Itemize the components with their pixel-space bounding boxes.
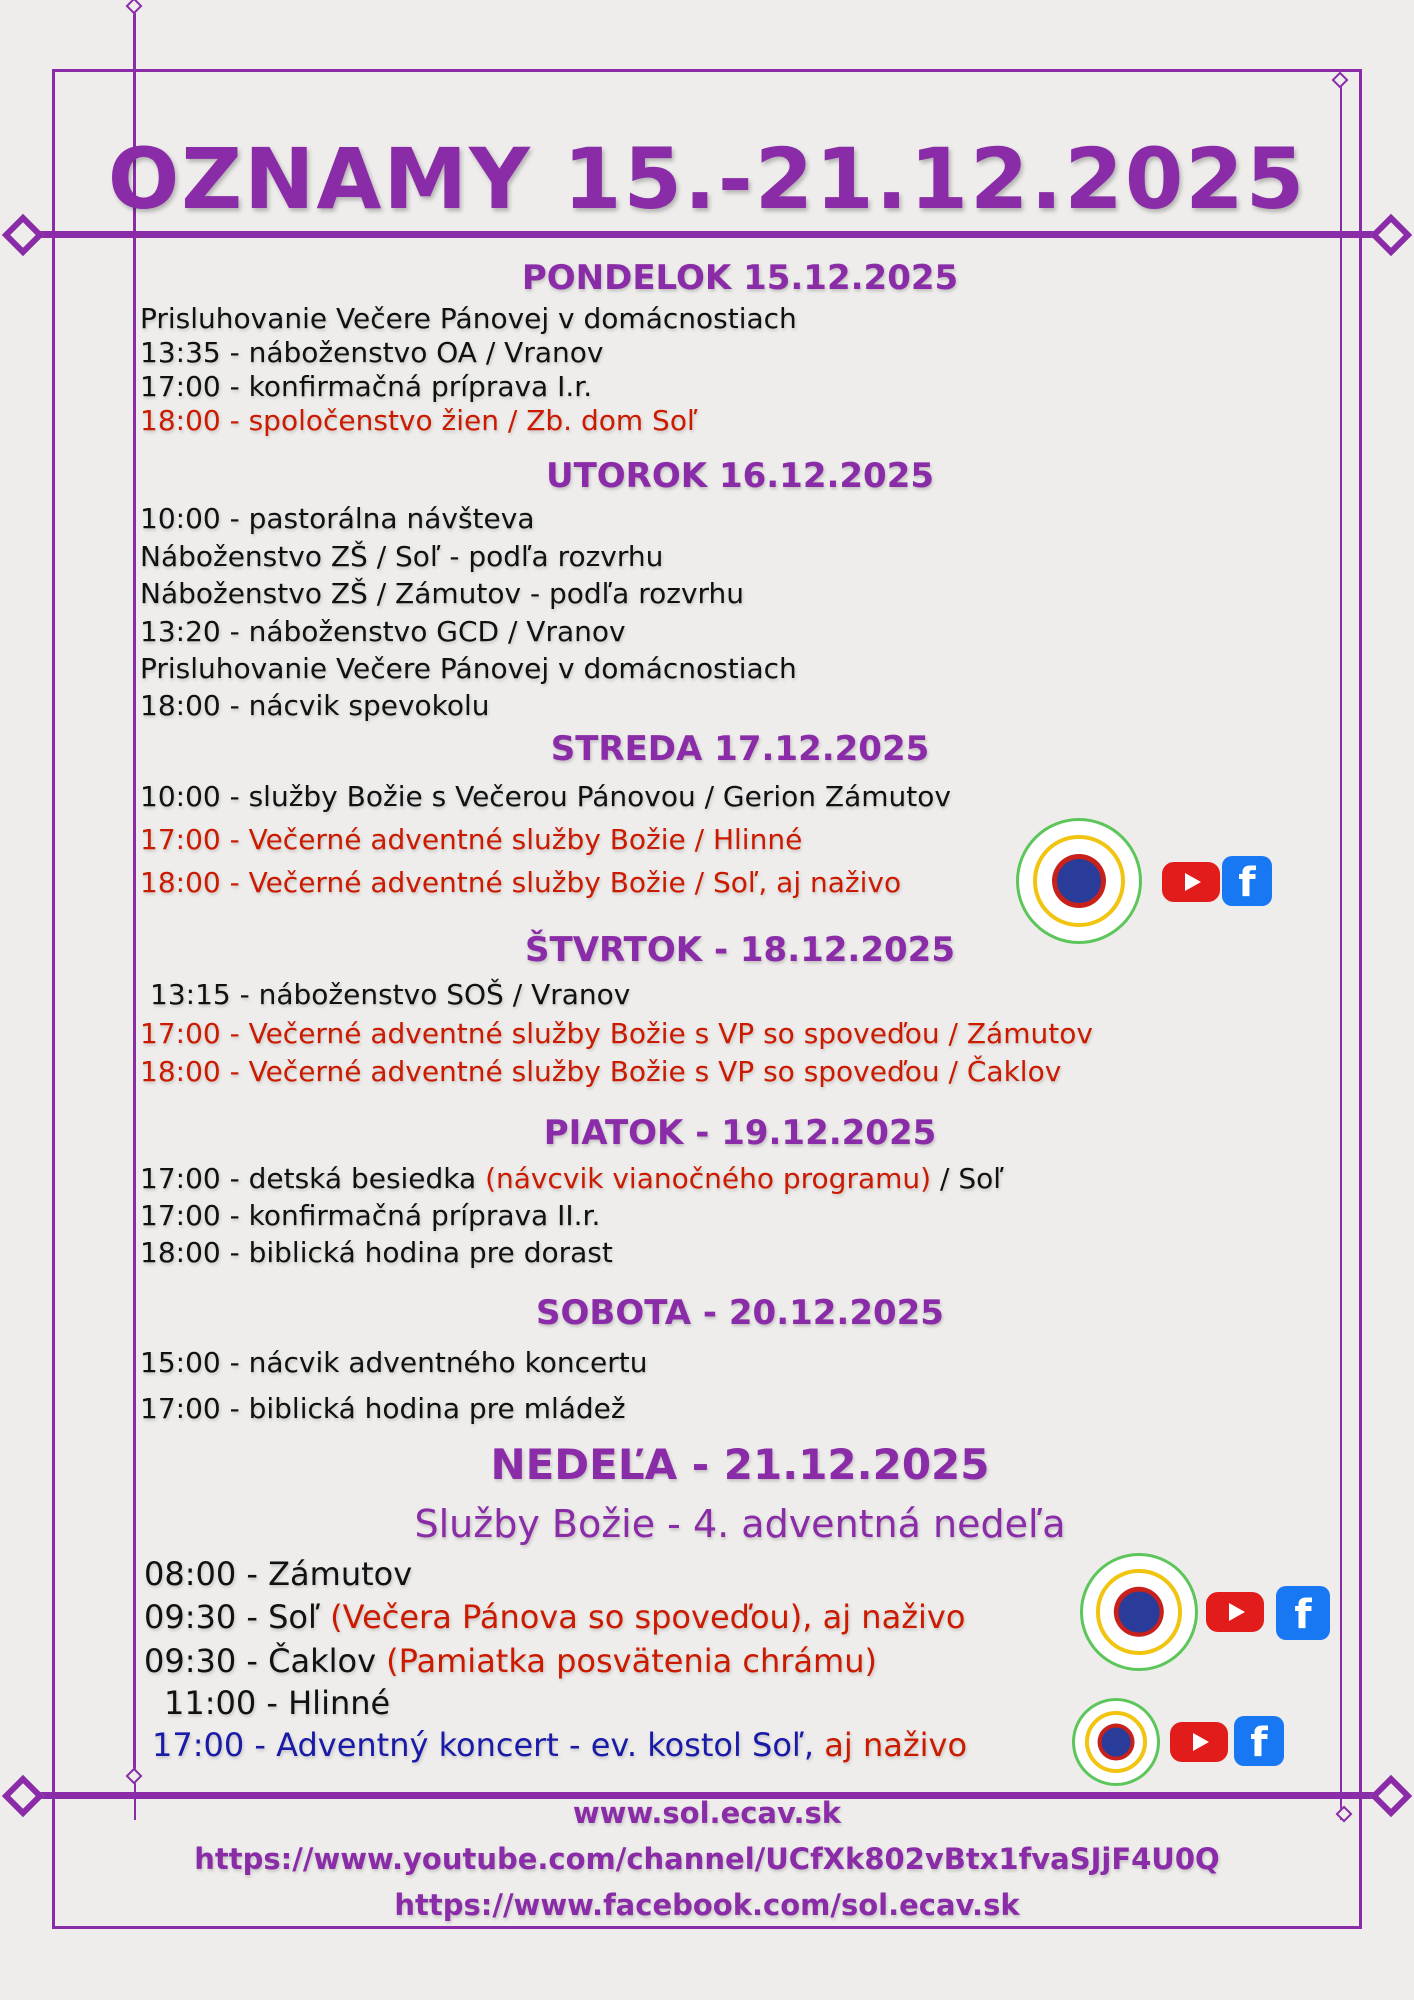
saturday-item: 15:00 - nácvik adventného koncertu bbox=[140, 1346, 648, 1379]
church-logo-icon bbox=[1072, 1698, 1160, 1786]
sunday-item: 11:00 - Hlinné bbox=[164, 1684, 391, 1722]
thursday-item: 17:00 - Večerné adventné služby Božie s VP so spoveďou / Zámutov bbox=[140, 1017, 1093, 1050]
tuesday-item: 13:20 - náboženstvo GCD / Vranov bbox=[140, 615, 626, 648]
sunday-item bbox=[144, 1598, 965, 1636]
tuesday-item: 10:00 - pastorálna návšteva bbox=[140, 502, 535, 535]
friday-item-note: (návcvik vianočného programu) bbox=[485, 1162, 932, 1195]
sunday-item-note: (Pamiatka posvätenia chrámu) bbox=[386, 1642, 877, 1680]
sunday-item-concert: 17:00 - Adventný koncert - ev. kostol Soľ, bbox=[152, 1726, 815, 1764]
church-logo-icon bbox=[1016, 818, 1142, 944]
monday-item: 18:00 - spoločenstvo žien / Zb. dom Soľ bbox=[140, 404, 698, 437]
youtube-icon[interactable] bbox=[1206, 1592, 1264, 1632]
facebook-icon[interactable]: f bbox=[1234, 1716, 1284, 1766]
sunday-item-text: 09:30 - Čaklov bbox=[144, 1642, 387, 1680]
sunday-item-text: 09:30 - Soľ bbox=[144, 1598, 331, 1636]
youtube-icon[interactable] bbox=[1162, 862, 1220, 902]
tuesday-item: Prisluhovanie Večere Pánovej v domácnostiach bbox=[140, 652, 797, 685]
day-heading-wednesday: STREDA 17.12.2025 bbox=[550, 729, 930, 769]
wednesday-item: 17:00 - Večerné adventné služby Božie / Hlinné bbox=[140, 823, 803, 856]
friday-item: 17:00 - konfirmačná príprava II.r. bbox=[140, 1199, 601, 1232]
monday-item: 17:00 - konfirmačná príprava I.r. bbox=[140, 370, 593, 403]
friday-item-text: 17:00 - detská besiedka bbox=[140, 1162, 486, 1195]
vertical-rule bbox=[133, 0, 136, 1780]
day-heading-sunday: NEDEĽA - 21.12.2025 bbox=[490, 1440, 990, 1489]
tuesday-item: Náboženstvo ZŠ / Soľ - podľa rozvrhu bbox=[140, 540, 664, 573]
sunday-item bbox=[152, 1726, 967, 1764]
sunday-item-live: , aj naživo bbox=[802, 1598, 966, 1636]
friday-item: 18:00 - biblická hodina pre dorast bbox=[140, 1236, 613, 1269]
footer-youtube-link[interactable]: https://www.youtube.com/channel/UCfXk802vBtx1fvaSJjF4U0Q bbox=[194, 1842, 1220, 1876]
facebook-icon[interactable]: f bbox=[1222, 856, 1272, 906]
thursday-item: 13:15 - náboženstvo SOŠ / Vranov bbox=[150, 978, 631, 1011]
footer-website-link[interactable]: www.sol.ecav.sk bbox=[572, 1796, 842, 1830]
footer-facebook-link[interactable]: https://www.facebook.com/sol.ecav.sk bbox=[394, 1888, 1020, 1922]
day-heading-thursday: ŠTVRTOK - 18.12.2025 bbox=[525, 930, 955, 970]
monday-item: 13:35 - náboženstvo OA / Vranov bbox=[140, 336, 604, 369]
sunday-item-live: aj naživo bbox=[814, 1726, 968, 1764]
tuesday-item: 18:00 - nácvik spevokolu bbox=[140, 689, 490, 722]
wednesday-item: 18:00 - Večerné adventné služby Božie / Soľ, aj naživo bbox=[140, 866, 902, 899]
day-heading-saturday: SOBOTA - 20.12.2025 bbox=[536, 1293, 944, 1333]
small-diamond-ornament bbox=[126, 0, 143, 14]
top-divider-bar bbox=[14, 231, 1400, 238]
sunday-item-note: (Večera Pánova so spoveďou) bbox=[330, 1598, 803, 1636]
church-logo-icon bbox=[1080, 1553, 1198, 1671]
monday-item: Prisluhovanie Večere Pánovej v domácnostiach bbox=[140, 302, 797, 335]
tuesday-item: Náboženstvo ZŠ / Zámutov - podľa rozvrhu bbox=[140, 577, 745, 610]
page-title: OZNAMY 15.-21.12.2025 bbox=[107, 130, 1307, 228]
facebook-icon[interactable]: f bbox=[1276, 1586, 1330, 1640]
sunday-item bbox=[144, 1642, 877, 1680]
day-heading-friday: PIATOK - 19.12.2025 bbox=[543, 1113, 937, 1153]
thursday-item: 18:00 - Večerné adventné služby Božie s VP so spoveďou / Čaklov bbox=[140, 1055, 1062, 1088]
day-heading-tuesday: UTOROK 16.12.2025 bbox=[545, 456, 935, 496]
sunday-item: 08:00 - Zámutov bbox=[144, 1555, 413, 1593]
youtube-icon[interactable] bbox=[1170, 1722, 1228, 1762]
friday-item-place: / Soľ bbox=[931, 1162, 1004, 1195]
day-heading-monday: PONDELOK 15.12.2025 bbox=[521, 258, 959, 298]
friday-item bbox=[140, 1162, 1004, 1195]
saturday-item: 17:00 - biblická hodina pre mládež bbox=[140, 1392, 626, 1425]
wednesday-item: 10:00 - služby Božie s Večerou Pánovou / Gerion Zámutov bbox=[140, 780, 951, 813]
sunday-subheading: Služby Božie - 4. adventná nedeľa bbox=[414, 1502, 1066, 1546]
